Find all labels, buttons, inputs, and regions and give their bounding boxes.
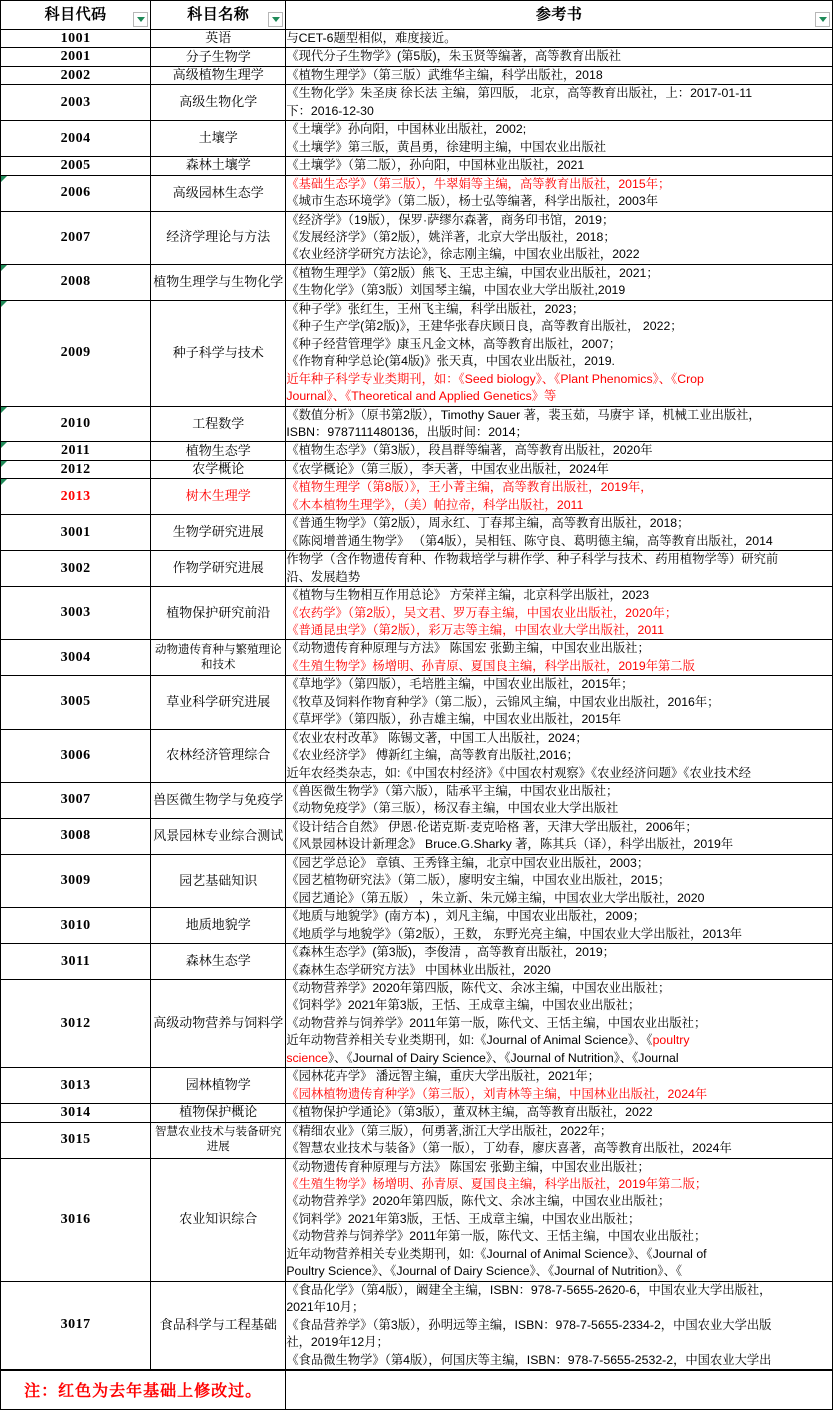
reference-book-line: science》、《Journal of Dairy Science》、《Journal of Nutrition》、《Journal [286,1050,679,1065]
reference-book-line: 《农业经济学研究方法论》，徐志刚主编，中国农业出版社，2022 [286,247,640,262]
cell-subject-name[interactable]: 农学概论 [151,460,286,478]
cell-reference-book[interactable] [286,66,833,84]
cell-subject-code[interactable]: 3013 [1,1068,151,1104]
reference-book-line: 《草地学》（第四版），毛培胜主编，中国农业出版社，2015年； [286,677,634,692]
reference-book-line: Poultry Science》、《Journal of Dairy Science》、《Journal of Nutrition》、《 [286,1264,683,1279]
table-row [1,980,833,1068]
cell-reference-book[interactable] [286,460,833,478]
cell-reference-book[interactable] [286,479,833,515]
table-row [1,479,833,515]
reference-book-line: 《土壤学》第三版，黄昌勇，徐建明主编，中国农业出版社 [286,139,607,154]
reference-book-line: 《生殖生物学》杨增明、孙青原、夏国良主编，科学出版社，2019年第二版； [286,1177,708,1191]
cell-reference-book[interactable] [286,515,833,551]
reference-book-line: 《饲料学》2021年第3版，王恬、王成章主编，中国农业出版社； [286,998,641,1013]
cell-subject-name[interactable]: 植物生态学 [151,442,286,460]
table-row [1,460,833,478]
reference-book-line: 《种子生产学(第2版)》，王建华张春庆顾日良，高等教育出版社， 2022； [286,319,683,334]
reference-book-line: 《植物保护学通论》（第3版），董双林主编，高等教育出版社，2022 [286,1105,653,1120]
reference-book-line: 《食品营养学》（第3版），孙明远等主编，ISBN：978-7-5655-2334-2，中国农业大学出版 [286,1317,772,1332]
cell-subject-name[interactable]: 森林土壤学 [151,157,286,175]
reference-book-line: 《土壤学》孙向阳，中国林业出版社，2002; [286,122,527,137]
reference-book-line: 《动物营养与饲养学》2011年第一版，陈代文、王恬主编，中国农业出版社； [286,1229,707,1244]
cell-reference-book[interactable] [286,908,833,944]
cell-subject-name[interactable]: 种子科学与技术 [151,300,286,406]
cell-subject-code[interactable]: 3007 [1,783,151,819]
cell-subject-code[interactable]: 2007 [1,211,151,264]
table-row [1,66,833,84]
reference-book-line: 《普通生物学》（第2版），周永红、丁春邦主编，高等教育出版社，2018； [286,516,690,531]
reference-book-line: 《城市生态环境学》（第二版），杨士弘等编著，科学出版社，2003年 [286,194,658,209]
reference-book-line: 《精细农业》（第三版），何勇著,浙江大学出版社，2022年； [286,1123,613,1138]
cell-subject-code[interactable]: 2003 [1,85,151,121]
cell-reference-book[interactable] [286,442,833,460]
cell-reference-book[interactable] [286,48,833,66]
reference-book-line: 《经济学》（19版），保罗·萨缪尔森著，商务印书馆，2019； [286,212,615,227]
table-row [1,85,833,121]
cell-subject-name[interactable]: 土壤学 [151,121,286,157]
cell-subject-name[interactable]: 工程数学 [151,406,286,442]
footer-row [1,1370,833,1409]
table-row [1,783,833,819]
cell-reference-book[interactable] [286,121,833,157]
cell-subject-name[interactable]: 食品科学与工程基础 [151,1281,286,1369]
table-row [1,48,833,66]
cell-reference-book[interactable] [286,1158,833,1281]
reference-book-line: 《园艺植物研究法》（第二版），廖明安主编，中国农业出版社，2015； [286,873,671,888]
reference-book-line: 《生物化学》（第3版）刘国琴主编，中国农业大学出版社,2019 [286,283,626,298]
cell-subject-name[interactable]: 智慧农业技术与装备研究进展 [151,1122,286,1158]
cell-reference-book[interactable] [286,783,833,819]
column-header-subject-code [1,1,151,30]
cell-reference-book[interactable] [286,85,833,121]
reference-book-line: 《园林植物遗传育种学》（第三版），刘青林等主编，中国林业出版社，2024年 [286,1086,708,1101]
cell-subject-name[interactable]: 森林生态学 [151,944,286,980]
cell-subject-code[interactable]: 2011 [1,442,151,460]
reference-book-line: ISBN：9787111480136，出版时间：2014； [286,424,528,439]
reference-book-line: 《森林生态学研究方法》 中国林业出版社，2020 [286,962,551,977]
reference-book-line: 《草坪学》（第四版），孙吉雄主编，中国农业出版社，2015年 [286,712,622,727]
cell-subject-code[interactable]: 2008 [1,264,151,300]
reference-book-line: 《现代分子生物学》(第5版)，朱玉贤等编著，高等教育出版社 [286,49,622,64]
reference-book-line: 《牧草及饲料作物育种学》（第二版），云锦风主编，中国农业出版社，2016年； [286,694,720,709]
reference-book-line: 《种子学》张红生，王州飞主编，科学出版社，2023； [286,301,585,316]
table-row [1,1122,833,1158]
reference-book-line: 《智慧农业技术与装备》（第一版），丁幼春，廖庆喜著，高等教育出版社，2024年 [286,1141,732,1156]
cell-subject-code[interactable]: 2010 [1,406,151,442]
cell-subject-code[interactable]: 3015 [1,1122,151,1158]
cell-reference-book[interactable] [286,30,833,48]
cell-reference-book[interactable] [286,1122,833,1158]
cell-subject-code[interactable]: 3002 [1,551,151,587]
reference-book-line: 近年种子科学专业类期刊，如：《Seed biology》、《Plant Phenomics》、《Crop [286,371,704,386]
cell-reference-book[interactable] [286,676,833,729]
reference-book-line: 《植物与生物相互作用总论》 方荣祥主编，北京科学出版社，2023 [286,588,650,603]
cell-subject-code[interactable]: 2009 [1,300,151,406]
cell-reference-book[interactable] [286,587,833,640]
cell-subject-code[interactable]: 3012 [1,980,151,1068]
cell-subject-code[interactable]: 3003 [1,587,151,640]
table-row [1,175,833,211]
reference-book-line: 《园林花卉学》 潘远智主编，重庆大学出版社，2021年； [286,1069,600,1084]
table-row [1,157,833,175]
reference-book-line: 《动物遗传育种原理与方法》 陈国宏 张勤主编，中国农业出版社； [286,1159,650,1174]
reference-book-line: 《木本植物生理学》，（美）帕拉帝，科学出版社，2011 [286,497,584,512]
cell-subject-name[interactable]: 高级动物营养与饲料学 [151,980,286,1068]
reference-book-line: 沿、发展趋势 [286,569,361,584]
table-row [1,442,833,460]
table-row [1,729,833,782]
reference-book-line: 下：2016-12-30 [286,103,374,118]
reference-book-line: 与CET-6题型相似，难度接近。 [286,31,457,45]
cell-reference-book[interactable] [286,1104,833,1122]
table-row [1,264,833,300]
reference-book-line: 《食品微生物学》（第4版），何国庆等主编，ISBN：978-7-5655-2532-2，中国农业大学出 [286,1352,772,1367]
reference-book-line: 《植物生理学》（第2版）熊飞、王忠主编，中国农业出版社，2021； [286,265,659,280]
cell-subject-code[interactable]: 3010 [1,908,151,944]
cell-subject-code[interactable]: 2005 [1,157,151,175]
cell-reference-book[interactable] [286,944,833,980]
reference-book-line: 《植物生理学（第8版）》，王小菁主编，高等教育出版社，2019年， [286,480,653,495]
cell-subject-name[interactable]: 风景园林专业综合测试 [151,818,286,854]
cell-subject-name[interactable]: 兽医微生物学与免疫学 [151,783,286,819]
cell-reference-book[interactable] [286,211,833,264]
cell-subject-name[interactable]: 作物学研究进展 [151,551,286,587]
column-header-reference-book [286,1,833,30]
reference-book-line: 《动物营养学》2020年第四版，陈代文、余冰主编，中国农业出版社； [286,981,671,996]
cell-reference-book[interactable] [286,854,833,907]
reference-book-line: 《动物营养学》2020年第四版，陈代文、余冰主编，中国农业出版社； [286,1194,671,1209]
reference-book-line: 《作物育种学总论(第4版)》张天真，中国农业出版社，2019. [286,354,615,369]
cell-subject-name[interactable]: 植物生理学与生物化学 [151,264,286,300]
table-header [1,1,833,30]
reference-book-line: 《土壤学》（第二版），孙向阳，中国林业出版社，2021 [286,158,585,173]
reference-book-line: 近年农经类杂志，如:《中国农村经济》《中国农村观察》《农业经济问题》《农业技术经 [286,765,751,780]
cell-reference-book[interactable] [286,406,833,442]
cell-subject-code[interactable]: 2002 [1,66,151,84]
cell-subject-code[interactable]: 3004 [1,640,151,676]
reference-book-line: 《园艺学总论》 章镇、王秀锋主编，北京中国农业出版社，2003； [286,855,650,870]
cell-reference-book[interactable] [286,1068,833,1104]
reference-book-line: 社，2019年12月； [286,1335,389,1350]
reference-book-line: 《基础生态学》（第三版），牛翠娟等主编，高等教育出版社，2015年； [286,176,671,191]
reference-book-line: 《植物生态学》（第3版），段昌群等编著，高等教育出版社，2020年 [286,443,653,458]
cell-subject-name[interactable]: 草业科学研究进展 [151,676,286,729]
cell-reference-book[interactable] [286,980,833,1068]
chevron-down-icon [819,17,827,22]
reference-book-line: 《陈阅增普通生物学》 （第4版），吴相钰、陈守良、葛明德主编，高等教育出版社，2014 [286,533,773,548]
reference-book-line: 近年动物营养相关专业类期刊，如:《Journal of Animal Science》、《poultry [286,1033,690,1048]
reference-book-line: 《种子经营管理学》康玉凡金文林，高等教育出版社，2007； [286,336,622,351]
reference-book-line: 《农学概论》（第三版），李天著，中国农业出版社，2024年 [286,461,609,476]
table-row [1,406,833,442]
reference-book-line: 作物学（含作物遗传育种、作物栽培学与耕作学、种子科学与技术、药用植物学等）研究前 [286,552,779,567]
cell-subject-name[interactable]: 分子生物学 [151,48,286,66]
table-row [1,818,833,854]
table-row [1,908,833,944]
filter-dropdown-icon-subject-name[interactable] [268,12,283,27]
cell-subject-code[interactable]: 3009 [1,854,151,907]
reference-book-line: 《动物免疫学》（第三版），杨汉春主编，中国农业大学出版社 [286,801,619,816]
cell-subject-code[interactable]: 3005 [1,676,151,729]
cell-reference-book[interactable] [286,729,833,782]
cell-subject-name[interactable]: 地质地貌学 [151,908,286,944]
cell-subject-name[interactable]: 高级园林生态学 [151,175,286,211]
cell-subject-code[interactable]: 3017 [1,1281,151,1369]
table-row [1,1281,833,1369]
table-row [1,211,833,264]
table-row [1,854,833,907]
table-row [1,587,833,640]
cell-subject-name[interactable]: 植物保护概论 [151,1104,286,1122]
reference-book-line: 《食品化学》（第4版），阚建全主编，ISBN：978-7-5655-2620-6，中国农业大学出版社， [286,1282,772,1297]
cell-subject-name[interactable]: 植物保护研究前沿 [151,587,286,640]
cell-reference-book[interactable] [286,175,833,211]
reference-book-line: 近年动物营养相关专业类期刊，如:《Journal of Animal Science》、《Journal of [286,1246,707,1261]
reference-book-line: 2021年10月； [286,1300,365,1315]
reference-book-line: 《兽医微生物学》（第六版），陆承平主编，中国农业出版社； [286,784,619,799]
reference-book-line: 《地质学与地貌学》（第2版），王数， 东野光亮主编，中国农业大学出版社，2013年 [286,926,743,941]
reference-book-line: 《农业经济学》 傅新红主编，高等教育出版社,2016； [286,748,579,763]
reference-book-line: 《发展经济学》（第2版），姚洋著，北京大学出版社，2018； [286,229,616,244]
column-header-subject-code-label: 科目代码 [44,6,107,23]
reference-book-line: 《普通昆虫学》（第2版），彩万志等主编，中国农业大学出版社，2011 [286,622,664,637]
reference-book-line: 《森林生态学》(第3版)，李俊清 ，高等教育出版社，2019； [286,945,615,960]
table-row [1,121,833,157]
cell-reference-book[interactable] [286,300,833,406]
cell-subject-name[interactable]: 英语 [151,30,286,48]
table-row [1,1068,833,1104]
legend-note: 注：红色为去年基础上修改过。 [1,1370,286,1409]
reference-book-line: 《风景园林设计新理念》 Bruce.G.Sharky 著，陈其兵（译），科学出版社，2019年 [286,837,734,852]
cell-reference-book[interactable] [286,1281,833,1369]
cell-subject-name[interactable]: 园艺基础知识 [151,854,286,907]
cell-reference-book[interactable] [286,818,833,854]
table-row [1,1104,833,1122]
reference-book-line: 《植物生理学》（第三版）武维华主编，科学出版社，2018 [286,67,603,82]
table-row [1,1158,833,1281]
cell-subject-name[interactable]: 生物学研究进展 [151,515,286,551]
filter-dropdown-icon-reference-book[interactable] [815,12,830,27]
table-row [1,515,833,551]
table-row [1,551,833,587]
cell-reference-book[interactable] [286,640,833,676]
cell-subject-code[interactable]: 2004 [1,121,151,157]
cell-reference-book[interactable] [286,157,833,175]
cell-subject-code[interactable]: 3008 [1,818,151,854]
cell-subject-code[interactable]: 3006 [1,729,151,782]
reference-book-line: 《农药学》（第2版），吴文君、罗万春主编，中国农业出版社，2020年； [286,605,678,620]
cell-subject-name[interactable]: 园林植物学 [151,1068,286,1104]
reference-book-line: 《农业农村改革》 陈锡文著，中国工人出版社，2024； [286,730,588,745]
cell-subject-code[interactable]: 2001 [1,48,151,66]
cell-subject-code[interactable]: 2013 [1,479,151,515]
cell-subject-name[interactable]: 经济学理论与方法 [151,211,286,264]
reference-book-line: 《生殖生物学》杨增明、孙青原、夏国良主编，科学出版社，2019年第二版 [286,658,695,673]
cell-subject-code[interactable]: 2006 [1,175,151,211]
cell-subject-name[interactable]: 动物遗传育种与繁殖理论和技术 [151,640,286,676]
reference-book-line: 《动物遗传育种原理与方法》 陈国宏 张勤主编，中国农业出版社； [286,641,650,656]
reference-book-line: Journal》、《Theoretical and Applied Genetics》等 [286,389,557,404]
table-row [1,30,833,48]
cell-reference-book[interactable] [286,551,833,587]
cell-subject-code[interactable]: 2012 [1,460,151,478]
table-body [1,30,833,1370]
column-header-subject-name [151,1,286,30]
cell-subject-code[interactable]: 3016 [1,1158,151,1281]
footer-note-table [0,1370,833,1410]
reference-book-line: 《园艺通论》（第五版） ，朱立新、朱元娣主编，中国农业大学出版社，2020 [286,890,705,905]
column-header-subject-name-label: 科目名称 [187,6,250,23]
header-row [1,1,833,30]
table-row [1,676,833,729]
reference-book-line: 《地质与地貌学》(南方本) ，刘凡主编，中国农业出版社，2009； [286,909,646,924]
reference-book-line: 《生物化学》朱圣庚 徐长法 主编，第四版， 北京，高等教育出版社，上：2017-01-11 [286,86,753,101]
chevron-down-icon [137,17,145,22]
cell-subject-code[interactable]: 3014 [1,1104,151,1122]
cell-subject-name[interactable]: 高级生物化学 [151,85,286,121]
cell-subject-code[interactable]: 1001 [1,30,151,48]
cell-subject-name[interactable]: 农业知识综合 [151,1158,286,1281]
cell-subject-code[interactable]: 3001 [1,515,151,551]
cell-subject-code[interactable]: 3011 [1,944,151,980]
reference-book-line: 《数值分析》（原书第2版），Timothy Sauer 著，裴玉茹，马赓宇 译，机械工业出版社， [286,407,761,422]
filter-dropdown-icon-subject-code[interactable] [133,12,148,27]
column-header-reference-book-label: 参考书 [535,6,583,23]
chevron-down-icon [272,17,280,22]
cell-subject-name[interactable]: 高级植物生理学 [151,66,286,84]
table-row [1,300,833,406]
reference-book-line: 《设计结合自然》 伊恩·伦诺克斯·麦克哈格 著，天津大学出版社，2006年； [286,819,698,834]
table-row [1,640,833,676]
reference-book-line: 《饲料学》2021年第3版，王恬、王成章主编，中国农业出版社； [286,1211,641,1226]
reference-book-line: 《动物营养与饲养学》2011年第一版，陈代文、王恬主编，中国农业出版社； [286,1015,707,1030]
cell-subject-name[interactable]: 农林经济管理综合 [151,729,286,782]
cell-subject-name[interactable]: 树木生理学 [151,479,286,515]
footer-blank-cell [286,1370,833,1409]
cell-reference-book[interactable] [286,264,833,300]
table-row [1,944,833,980]
